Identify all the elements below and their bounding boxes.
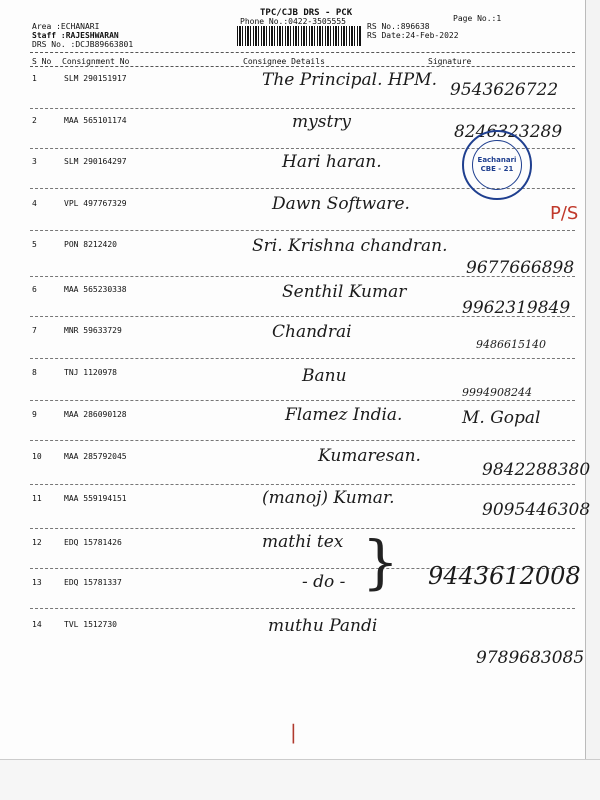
row-consignment: EDQ 15781337 xyxy=(64,578,122,587)
row-signature: 9962319849 xyxy=(462,298,571,318)
header-divider xyxy=(30,52,575,53)
red-mark: | xyxy=(290,720,297,744)
row-sno: 5 xyxy=(32,240,37,249)
row-consignment: VPL 497767329 xyxy=(64,199,127,208)
row-divider xyxy=(30,400,575,401)
row-consignment: PON 8212420 xyxy=(64,240,117,249)
row-sno: 9 xyxy=(32,410,37,419)
phone-number: Phone No.:0422-3505555 xyxy=(240,17,346,26)
row-sno: 4 xyxy=(32,199,37,208)
row-sno: 14 xyxy=(32,620,42,629)
row-consignment: MAA 285792045 xyxy=(64,452,127,461)
col-consignment: Consignment No xyxy=(62,57,130,66)
row-consignee: Sri. Krishna chandran. xyxy=(252,236,448,256)
row-signature: 8246323289 xyxy=(454,122,563,142)
stamp-line2: Eachanari xyxy=(477,156,517,164)
row-signature: 9443612008 xyxy=(428,562,581,590)
row-sno: 8 xyxy=(32,368,37,377)
row-consignee: Chandrai xyxy=(272,322,352,342)
college-stamp xyxy=(462,130,532,200)
row-sno: 10 xyxy=(32,452,42,461)
paper-fold xyxy=(0,759,600,800)
row-consignment: MNR 59633729 xyxy=(64,326,122,335)
row-consignment: SLM 290151917 xyxy=(64,74,127,83)
row-divider xyxy=(30,608,575,609)
row-consignee: - do - xyxy=(302,572,346,592)
row-signature: 9095446308 xyxy=(482,500,591,520)
row-consignee: Flamez India. xyxy=(285,405,403,425)
row-consignee: Kumaresan. xyxy=(318,446,421,466)
row-consignee: mathi tex xyxy=(262,532,344,552)
row-consignment: MAA 286090128 xyxy=(64,410,127,419)
row-divider xyxy=(30,108,575,109)
row-divider xyxy=(30,230,575,231)
row-sno: 2 xyxy=(32,116,37,125)
row-divider xyxy=(30,276,575,277)
row-consignee: (manoj) Kumar. xyxy=(262,488,395,508)
row-sno: 3 xyxy=(32,157,37,166)
row-signature: 9543626722 xyxy=(450,80,559,100)
row-sno: 1 xyxy=(32,74,37,83)
page-number: Page No.:1 xyxy=(453,14,502,23)
row-sno: 12 xyxy=(32,538,42,547)
row-divider xyxy=(30,484,575,485)
row-signature: 9994908244 xyxy=(462,386,532,399)
row-signature: 9789683085 xyxy=(476,648,585,668)
row-consignee: Hari haran. xyxy=(282,152,382,172)
row-consignee: Senthil Kumar xyxy=(282,282,407,302)
row-sno: 6 xyxy=(32,285,37,294)
stamp-line3: CBE - 21 xyxy=(480,165,514,173)
col-consignee: Consignee Details xyxy=(243,57,325,66)
row-consignee: muthu Pandi xyxy=(268,616,378,636)
paper-edge xyxy=(585,0,600,800)
staff-label: Staff :RAJESHWARAN xyxy=(32,31,119,40)
row-divider xyxy=(30,440,575,441)
row-consignee: Dawn Software. xyxy=(272,194,410,214)
col-sno: S No xyxy=(32,57,52,66)
brace-mark: } xyxy=(362,528,399,596)
rs-date: RS Date:24-Feb-2022 xyxy=(367,31,459,40)
row-consignment: TVL 1512730 xyxy=(64,620,117,629)
row-signature: 9677666898 xyxy=(466,258,575,278)
row-sno: 11 xyxy=(32,494,42,503)
rs-number: RS No.:896638 xyxy=(367,22,430,31)
area-label: Area :ECHANARI xyxy=(32,22,100,31)
row-sno: 7 xyxy=(32,326,37,335)
row-consignee: The Principal. HPM. xyxy=(262,70,437,90)
row-consignee: mystry xyxy=(292,112,352,132)
drs-number: DRS No. :DCJB89663801 xyxy=(32,40,134,49)
row-consignment: SLM 290164297 xyxy=(64,157,127,166)
row-consignment: EDQ 15781426 xyxy=(64,538,122,547)
row-divider xyxy=(30,358,575,359)
sheet-title: TPC/CJB DRS - PCK xyxy=(260,8,353,18)
ps-annotation: P/S xyxy=(550,203,579,224)
col-signature: Signature xyxy=(428,57,472,66)
row-signature: 9842288380 xyxy=(482,460,591,480)
header-divider-bottom xyxy=(30,66,575,67)
row-signature: 9486615140 xyxy=(476,338,546,351)
row-consignee: Banu xyxy=(302,366,347,386)
row-signature: M. Gopal xyxy=(462,408,541,428)
row-consignment: MAA 565101174 xyxy=(64,116,127,125)
row-consignment: MAA 565230338 xyxy=(64,285,127,294)
row-consignment: MAA 559194151 xyxy=(64,494,127,503)
row-consignment: TNJ 1120978 xyxy=(64,368,117,377)
barcode xyxy=(237,26,361,46)
row-divider xyxy=(30,316,575,317)
row-divider xyxy=(30,528,575,529)
row-sno: 13 xyxy=(32,578,42,587)
